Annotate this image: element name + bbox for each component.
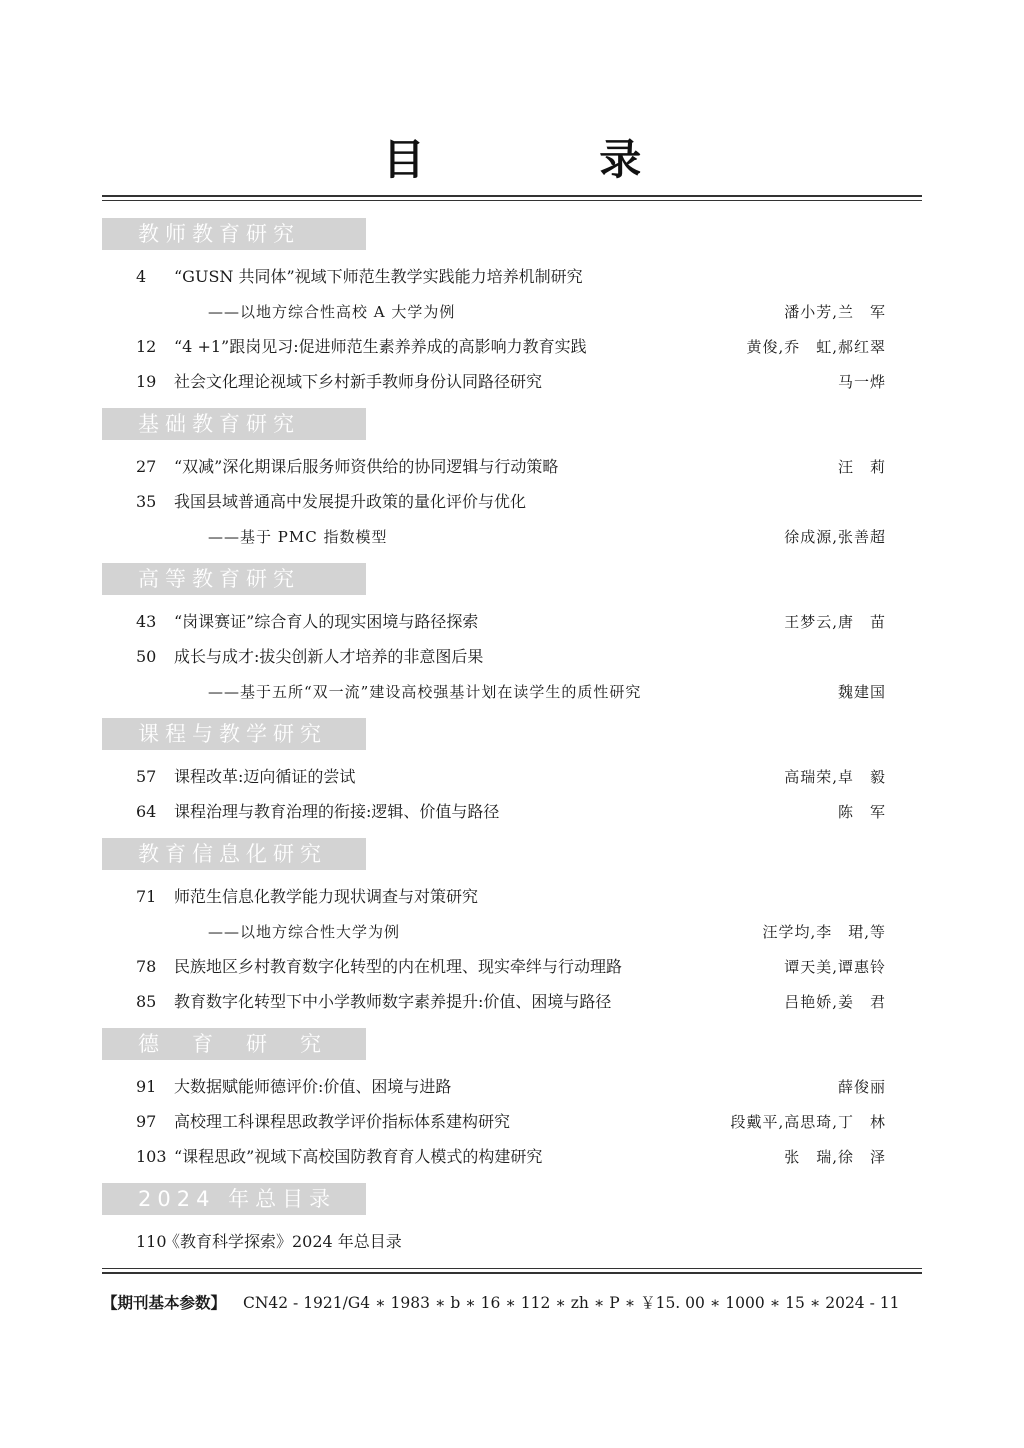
section-header-higher-education: 高等教育研究 [102, 563, 366, 595]
toc-entry [0, 798, 1024, 826]
toc-entry [0, 643, 1024, 671]
page-number: 91 [136, 1077, 157, 1096]
top-double-rule [102, 195, 922, 201]
entry-authors: 马一烨 [837, 373, 886, 391]
page-number: 97 [136, 1112, 157, 1131]
toc-entry [0, 263, 1024, 291]
entry-authors: 潘小芳,兰 军 [784, 303, 886, 321]
toc-entry [0, 488, 1024, 516]
section-header-teacher-education: 教师教育研究 [102, 218, 366, 250]
entry-authors: 薛俊丽 [837, 1078, 886, 1096]
page-number: 27 [136, 457, 157, 476]
entry-subtitle: ——以地方综合性高校 A 大学为例 [208, 303, 456, 321]
toc-entry [0, 1228, 1024, 1256]
bottom-double-rule [102, 1268, 922, 1274]
entry-authors: 谭天美,谭惠铃 [784, 958, 886, 976]
page-number: 78 [136, 957, 157, 976]
toc-entry-subtitle [0, 678, 1024, 706]
page-number: 43 [136, 612, 157, 631]
entry-title: “课程思政”视域下高校国防教育育人模式的构建研究 [174, 1147, 543, 1166]
entry-title: 课程改革:迈向循证的尝试 [174, 767, 356, 786]
toc-entry [0, 953, 1024, 981]
entry-authors: 高瑞荣,卓 毅 [784, 768, 886, 786]
page-number: 19 [136, 372, 157, 391]
entry-title: “4 +1”跟岗见习:促进师范生素养养成的高影响力教育实践 [174, 337, 587, 356]
parameters-label: 【期刊基本参数】 [102, 1294, 227, 1312]
entry-subtitle: ——以地方综合性大学为例 [208, 923, 401, 941]
journal-parameters [102, 1289, 902, 1317]
section-header-curriculum-teaching: 课程与教学研究 [102, 718, 366, 750]
section-header-moral-education: 德 育 研 究 [102, 1028, 366, 1060]
section-header-education-informatization: 教育信息化研究 [102, 838, 366, 870]
toc-entry [0, 333, 1024, 361]
entry-title: 大数据赋能师德评价:价值、困境与进路 [174, 1077, 452, 1096]
entry-title: 我国县域普通高中发展提升政策的量化评价与优化 [174, 492, 527, 511]
page-number: 4 [136, 267, 147, 286]
section-header-annual-index: 2024 年总目录 [102, 1183, 366, 1215]
toc-entry [0, 368, 1024, 396]
entry-authors: 汪 莉 [837, 458, 886, 476]
toc-entry-subtitle [0, 298, 1024, 326]
toc-entry [0, 763, 1024, 791]
entry-authors: 徐成源,张善超 [784, 528, 886, 546]
entry-authors: 段戴平,高思琦,丁 林 [730, 1113, 886, 1131]
entry-authors: 汪学均,李 珺,等 [762, 923, 886, 941]
page-number: 12 [136, 337, 157, 356]
page-number: 57 [136, 767, 157, 786]
entry-authors: 吕艳娇,姜 君 [784, 993, 886, 1011]
page-number: 85 [136, 992, 157, 1011]
toc-entry [0, 453, 1024, 481]
page-number: 50 [136, 647, 157, 666]
entry-subtitle: ——基于五所“双一流”建设高校强基计划在读学生的质性研究 [208, 683, 642, 701]
entry-authors: 陈 军 [837, 803, 886, 821]
section-header-basic-education: 基础教育研究 [102, 408, 366, 440]
page-number: 71 [136, 887, 157, 906]
toc-entry [0, 883, 1024, 911]
page-number: 35 [136, 492, 157, 511]
entry-title: 师范生信息化教学能力现状调查与对策研究 [174, 887, 479, 906]
toc-entry-subtitle [0, 523, 1024, 551]
entry-title: 课程治理与教育治理的衔接:逻辑、价值与路径 [174, 802, 500, 821]
toc-entry [0, 1108, 1024, 1136]
entry-title: 《教育科学探索》2024 年总目录 [164, 1232, 402, 1251]
entry-title: “GUSN 共同体”视域下师范生教学实践能力培养机制研究 [174, 267, 583, 286]
entry-authors: 魏建国 [837, 683, 886, 701]
toc-entry [0, 1073, 1024, 1101]
entry-title: “双减”深化期课后服务师资供给的协同逻辑与行动策略 [174, 457, 559, 476]
toc-entry [0, 988, 1024, 1016]
parameters-value: CN42 - 1921/G4 ∗ 1983 ∗ b ∗ 16 ∗ 112 ∗ zh ∗ P ∗ ￥15. 00 ∗ 1000 ∗ 15 ∗ 2024 - 11 [242, 1294, 900, 1312]
entry-subtitle: ——基于 PMC 指数模型 [208, 528, 388, 546]
entry-title: 成长与成才:拔尖创新人才培养的非意图后果 [174, 647, 484, 666]
page-number: 103 [136, 1147, 167, 1166]
entry-title: 民族地区乡村教育数字化转型的内在机理、现实牵绊与行动理路 [174, 957, 623, 976]
entry-authors: 王梦云,唐 苗 [784, 613, 886, 631]
entry-title: 高校理工科课程思政教学评价指标体系建构研究 [174, 1112, 511, 1131]
entry-title: 教育数字化转型下中小学教师数字素养提升:价值、困境与路径 [174, 992, 612, 1011]
entry-authors: 张 瑞,徐 泽 [784, 1148, 886, 1166]
entry-title: “岗课赛证”综合育人的现实困境与路径探索 [174, 612, 479, 631]
page-title: 目 录 [382, 135, 722, 184]
page-number: 110 [136, 1232, 167, 1251]
entry-title: 社会文化理论视域下乡村新手教师身份认同路径研究 [174, 372, 543, 391]
toc-entry-subtitle [0, 918, 1024, 946]
toc-entry [0, 1143, 1024, 1171]
page-number: 64 [136, 802, 157, 821]
toc-entry [0, 608, 1024, 636]
entry-authors: 黄俊,乔 虹,郝红翠 [746, 338, 886, 356]
